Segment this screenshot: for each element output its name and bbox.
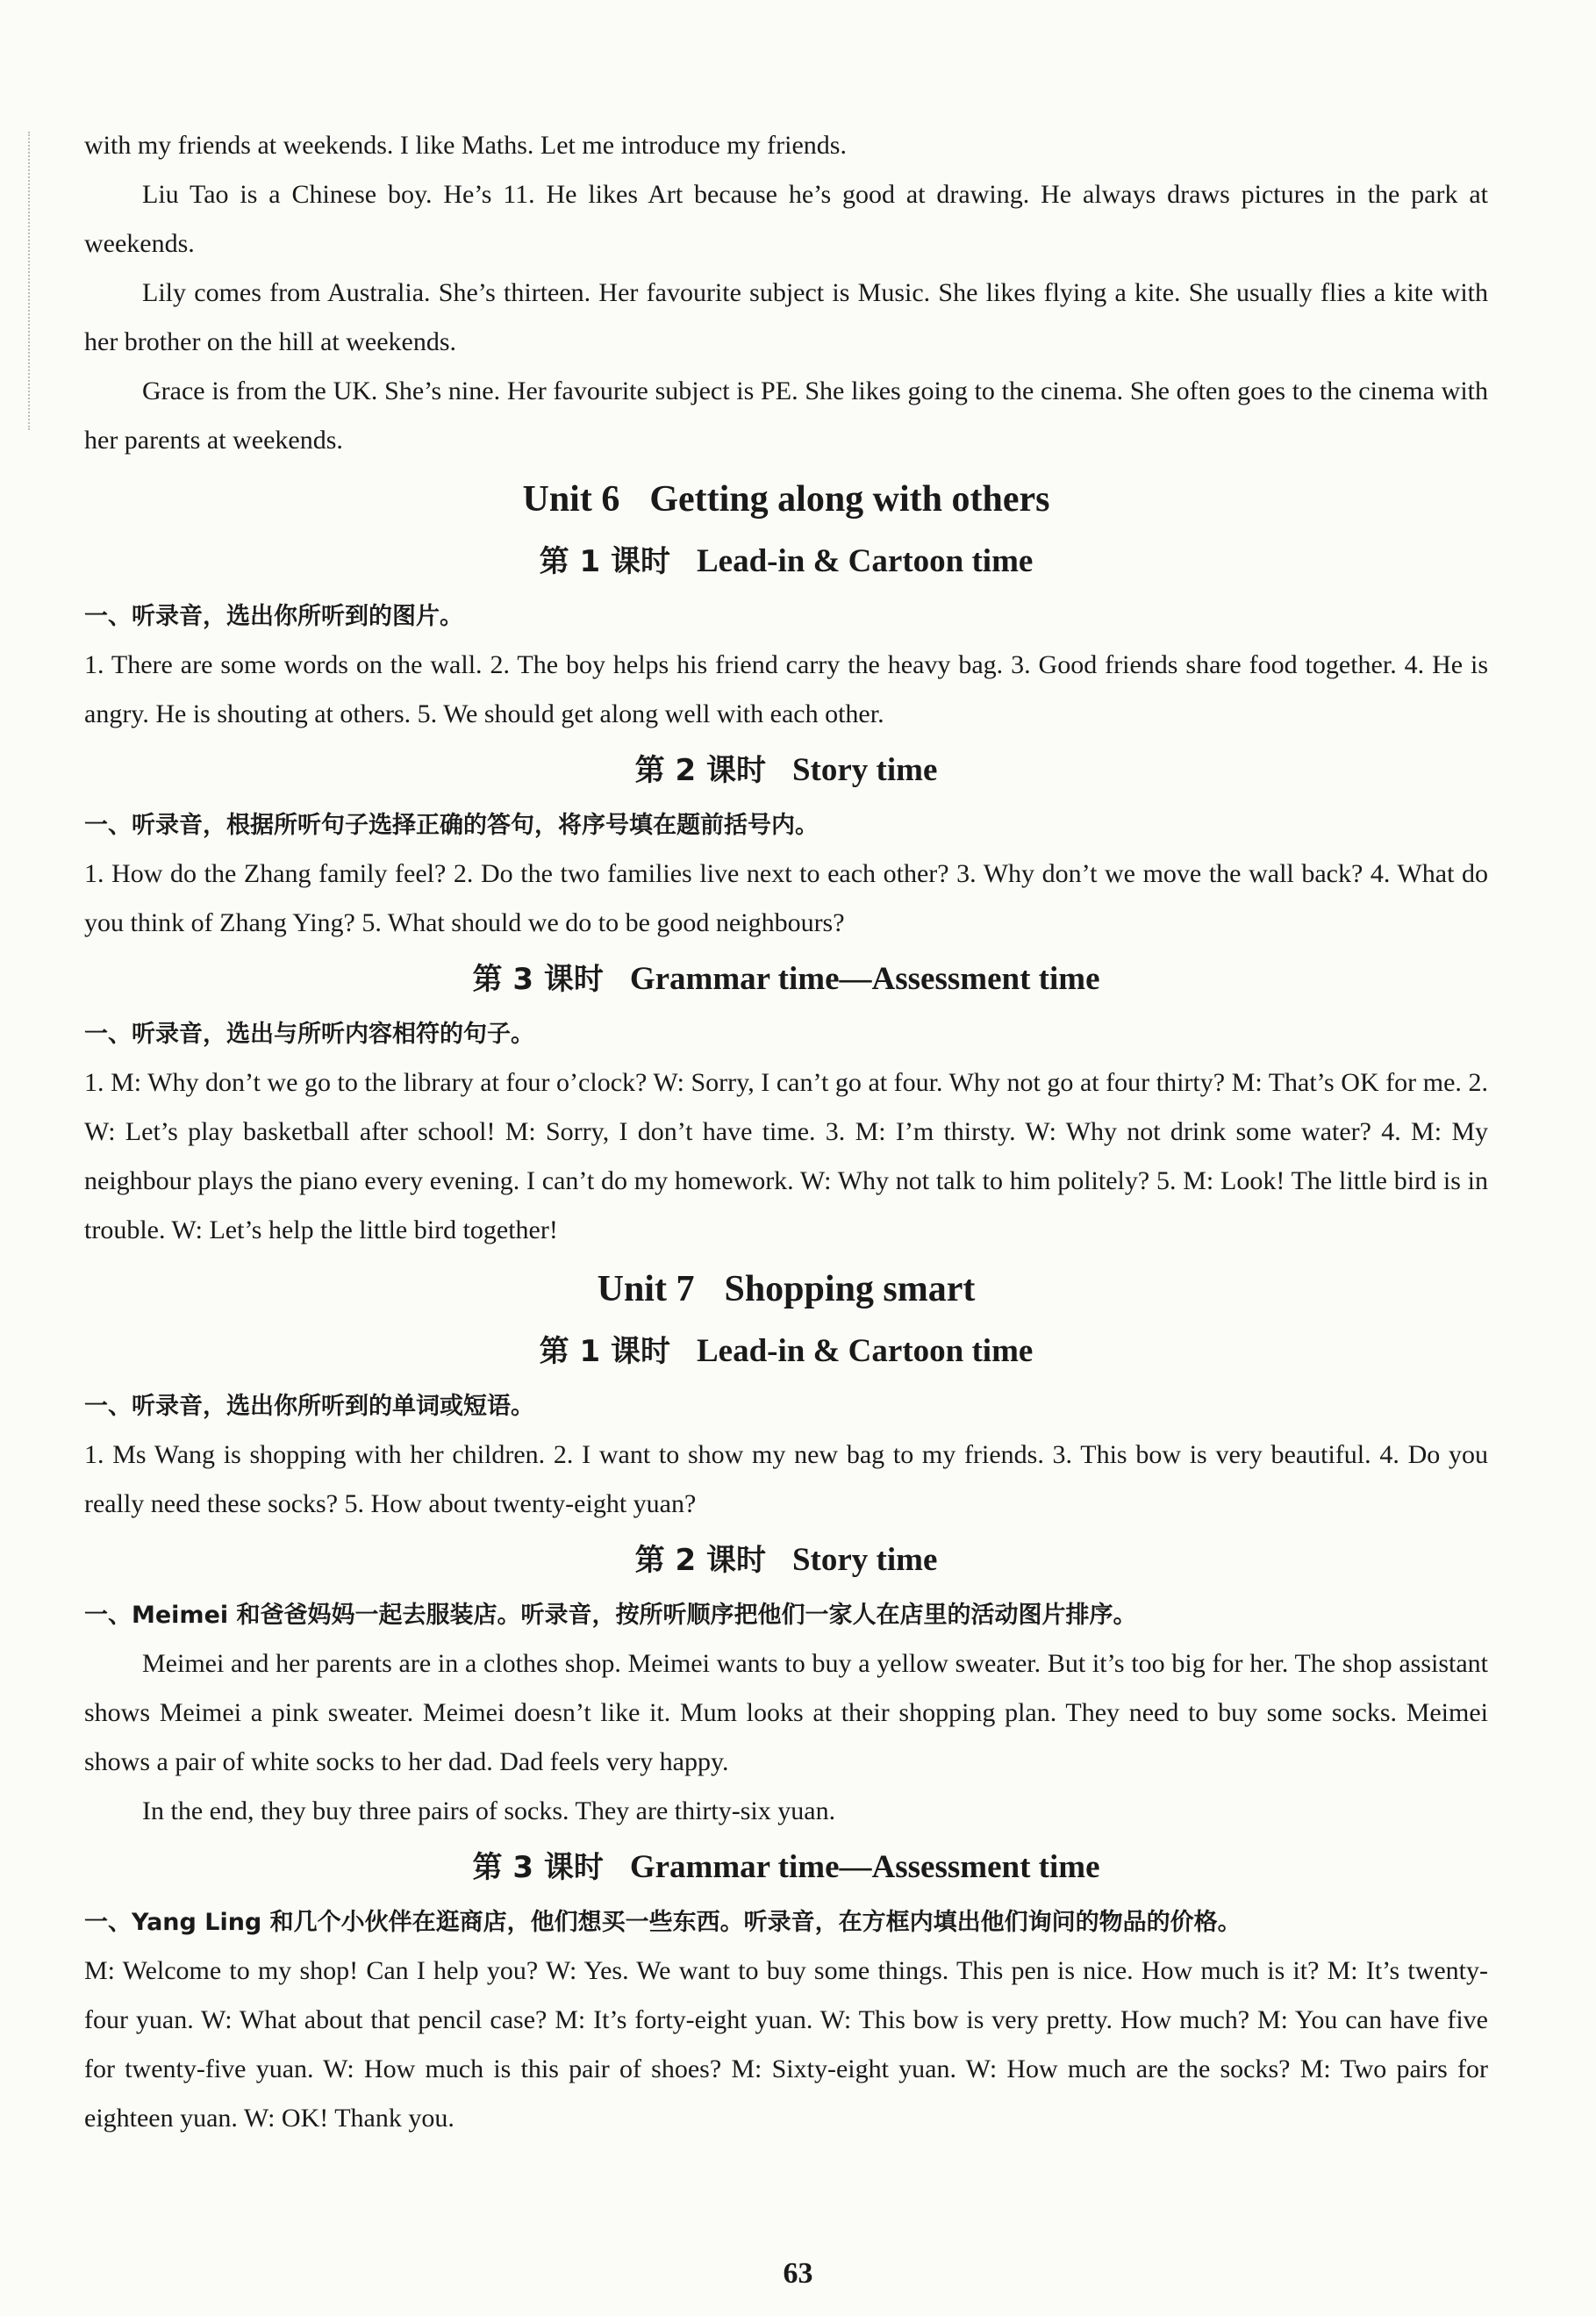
unit-6-lesson-2-script: 1. How do the Zhang family feel? 2. Do the two families live next to each other? 3. Why don’t we move the wall back? 4. What do you think of Zhang Ying? 5. What should we do to be good neighbours? bbox=[84, 859, 1488, 937]
unit-6-lesson-2-heading bbox=[84, 739, 1488, 802]
unit-6-heading bbox=[84, 469, 1488, 530]
unit-7-lesson-2-paragraph-2: In the end, they buy three pairs of socks. They are thirty-six yuan. bbox=[142, 1796, 836, 1825]
intro-paragraph-3: Lily comes from Australia. She’s thirteen. Her favourite subject is Music. She likes flying a kite. She usually flies a kite with her brother on the hill at weekends. bbox=[84, 278, 1488, 356]
lesson-title: Grammar time—Assessment time bbox=[629, 1849, 1100, 1885]
unit-6-number: Unit 6 bbox=[522, 479, 620, 520]
margin-dotted-line bbox=[28, 132, 31, 430]
lesson-title: Grammar time—Assessment time bbox=[629, 961, 1100, 997]
unit-7-heading bbox=[84, 1258, 1488, 1320]
unit-7-lesson-2-heading bbox=[84, 1529, 1488, 1592]
lesson-title: Story time bbox=[791, 752, 938, 788]
unit-6-lesson-1-heading bbox=[84, 530, 1488, 593]
intro-paragraph-1: with my friends at weekends. I like Maths. Let me introduce my friends. bbox=[84, 131, 847, 160]
lesson-number: 第 2 课时 bbox=[634, 753, 766, 788]
unit-7-lesson-2-instruction: 一、Meimei 和爸爸妈妈一起去服装店。听录音，按所听顺序把他们一家人在店里的活动图片排序。 bbox=[84, 1602, 1137, 1629]
unit-6-lesson-1-instruction: 一、听录音，选出你所听到的图片。 bbox=[84, 603, 463, 630]
lesson-title: Lead-in & Cartoon time bbox=[697, 543, 1034, 579]
intro-paragraph-2: Liu Tao is a Chinese boy. He’s 11. He likes Art because he’s good at drawing. He always draws pictures in the park at weekends. bbox=[84, 180, 1488, 258]
lesson-title: Story time bbox=[791, 1542, 938, 1578]
unit-7-title: Shopping smart bbox=[724, 1269, 976, 1309]
lesson-number: 第 1 课时 bbox=[539, 1334, 670, 1369]
unit-7-lesson-2-paragraph-1: Meimei and her parents are in a clothes shop. Meimei wants to buy a yellow sweater. But it’s too big for her. The shop assistant shows Meimei a pink sweater. Meimei doesn’t like it. Mum looks at their shopping plan. They need to buy some socks. Meimei shows a pair of white socks to her dad. Dad feels very happy. bbox=[84, 1649, 1488, 1776]
unit-7-lesson-1-script: 1. Ms Wang is shopping with her children. 2. I want to show my new bag to my friends. 3. This bow is very beautiful. 4. Do you really need these socks? 5. How about twenty-eight yuan? bbox=[84, 1440, 1488, 1518]
intro-paragraph-4: Grace is from the UK. She’s nine. Her favourite subject is PE. She likes going to the cinema. She often goes to the cinema with her parents at weekends. bbox=[84, 376, 1488, 455]
unit-6-title: Getting along with others bbox=[649, 479, 1050, 520]
unit-7-lesson-3-heading bbox=[84, 1836, 1488, 1899]
lesson-title: Lead-in & Cartoon time bbox=[697, 1333, 1034, 1369]
page-number: 63 bbox=[783, 2257, 813, 2290]
unit-7-lesson-3-instruction: 一、Yang Ling 和几个小伙伴在逛商店，他们想买一些东西。听录音，在方框内填出他们询问的物品的价格。 bbox=[84, 1909, 1242, 1936]
unit-7-lesson-3-script: M: Welcome to my shop! Can I help you? W: Yes. We want to buy some things. This pen is nice. How much is it? M: It’s twenty-four yuan. W: What about that pencil case? M: It’s forty-eight yuan. W: This bow is very pretty. How much? M: You can have five for twenty-five yuan. W: How much is this pair of shoes? M: Sixty-eight yuan. W: How much are the socks? M: Two pairs for eighteen yuan. W: OK! Thank you. bbox=[84, 1956, 1488, 2133]
unit-6-lesson-3-script: 1. M: Why don’t we go to the library at four o’clock? W: Sorry, I can’t go at four. Why not go at four thirty? M: That’s OK for me. 2. W: Let’s play basketball after school! M: Sorry, I don’t have time. 3. M: I’m thirsty. W: Why not drink some water? 4. M: My neighbour plays the piano every evening. I can’t do my homework. W: Why not talk to him politely? 5. M: Look! The little bird is in trouble. W: Let’s help the little bird together! bbox=[84, 1068, 1488, 1244]
page-content bbox=[84, 121, 1488, 2143]
unit-7-lesson-1-heading bbox=[84, 1320, 1488, 1383]
lesson-number: 第 3 课时 bbox=[472, 962, 604, 997]
unit-7-lesson-1-instruction: 一、听录音，选出你所听到的单词或短语。 bbox=[84, 1393, 534, 1420]
lesson-number: 第 3 课时 bbox=[472, 1850, 604, 1885]
unit-6-lesson-3-instruction: 一、听录音，选出与所听内容相符的句子。 bbox=[84, 1021, 534, 1048]
unit-6-lesson-2-instruction: 一、听录音，根据所听句子选择正确的答句，将序号填在题前括号内。 bbox=[84, 812, 819, 839]
unit-6-lesson-1-script: 1. There are some words on the wall. 2. The boy helps his friend carry the heavy bag. 3. Good friends share food together. 4. He is angry. He is shouting at others. 5. We should get along well with each other. bbox=[84, 650, 1488, 728]
lesson-number: 第 1 课时 bbox=[539, 544, 670, 579]
unit-6-lesson-3-heading bbox=[84, 948, 1488, 1011]
unit-7-number: Unit 7 bbox=[597, 1269, 695, 1309]
lesson-number: 第 2 课时 bbox=[634, 1543, 766, 1578]
